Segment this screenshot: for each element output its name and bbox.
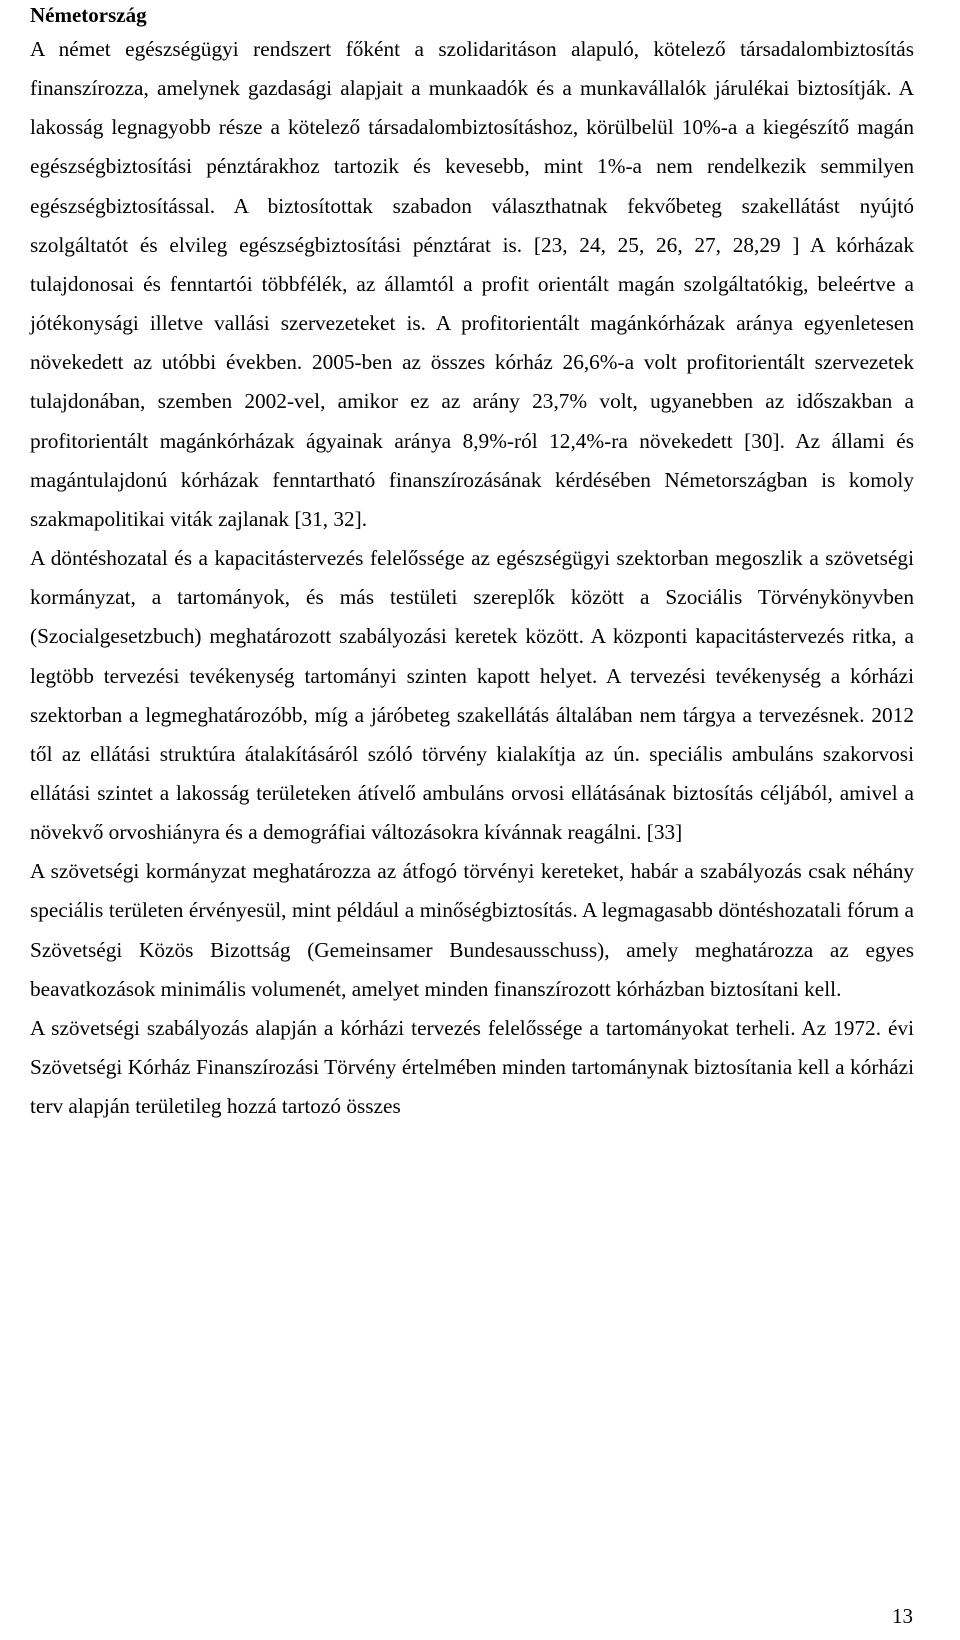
section-heading: Németország xyxy=(30,3,147,27)
paragraph-4: A szövetségi szabályozás alapján a kórházi tervezés felelőssége a tartományokat terheli. Az 1972. évi Szövetségi Kórház Finanszírozási Törvény értelmében minden tartománynak biztosítania kell a kórházi terv alapján területileg hozzá tartozó összes xyxy=(30,1015,914,1119)
paragraph-3: A szövetségi kormányzat meghatározza az átfogó törvényi kereteket, habár a szabályozás csak néhány speciális területen érvényesül, mint például a minőségbiztosítás. A legmagasabb döntéshozatali fórum a Szövetségi Közös Bizottság (Gemeinsamer Bundesausschuss), amely meghatározza az egyes beavatkozások minimális volumenét, amelyet minden finanszírozott kórházban biztosítani kell. xyxy=(30,859,914,1001)
paragraph-1: A német egészségügyi rendszert főként a szolidaritáson alapuló, kötelező társadalombiztosítás finanszírozza, amelynek gazdasági alapjait a munkaadók és a munkavállalók járulékai biztosítják. A lakosság legnagyobb része a kötelező társadalombiztosításhoz, körülbelül 10%-a a kiegészítő magán egészségbiztosítási pénztárakhoz tartozik és kevesebb, mint 1%-a nem rendelkezik semmilyen egészségbiztosítással. A biztosítottak szabadon választhatnak fekvőbeteg szakellátást nyújtó szolgáltatót és elvileg egészségbiztosítási pénztárat is. [23, 24, 25, 26, 27, 28,29 ] A kórházak tulajdonosai és fenntartói többfélék, az államtól a profit orientált magán szolgáltatókig, beleértve a jótékonysági illetve vallási szervezeteket is. A profitorientált magánkórházak aránya egyenletesen növekedett az utóbbi években. 2005-ben az összes kórház 26,6%-a volt profitorientált szervezetek tulajdonában, szemben 2002-vel, amikor ez az arány 23,7% volt, ugyanebben az időszakban a profitorientált magánkórházak ágyainak aránya 8,9%-ról 12,4%-ra növekedett [30]. Az állami és magántulajdonú kórházak fenntartható finanszírozásának kérdésében Németországban is komoly szakmapolitikai viták zajlanak [31, 32]. xyxy=(30,37,914,531)
document-page xyxy=(30,0,914,1126)
paragraph-2: A döntéshozatal és a kapacitástervezés felelőssége az egészségügyi szektorban megoszlik a szövetségi kormányzat, a tartományok, és más testületi szereplők között a Szociális Törvénykönyvben (Szocialgesetzbuch) meghatározott szabályozási keretek között. A központi kapacitástervezés ritka, a legtöbb tervezési tevékenység tartományi szinten kapott helyet. A tervezési tevékenység a kórházi szektorban a legmeghatározóbb, míg a járóbeteg szakellátás általában nem tárgya a tervezésnek. 2012 től az ellátási struktúra átalakításáról szóló törvény kialakítja az ún. speciális ambuláns szakorvosi ellátási szintet a lakosság területeken átívelő ambuláns orvosi ellátásának biztosítás céljából, amivel a növekvő orvoshiányra és a demográfiai változásokra kívánnak reagálni. [33] xyxy=(30,546,914,845)
page-number: 13 xyxy=(892,1604,913,1628)
